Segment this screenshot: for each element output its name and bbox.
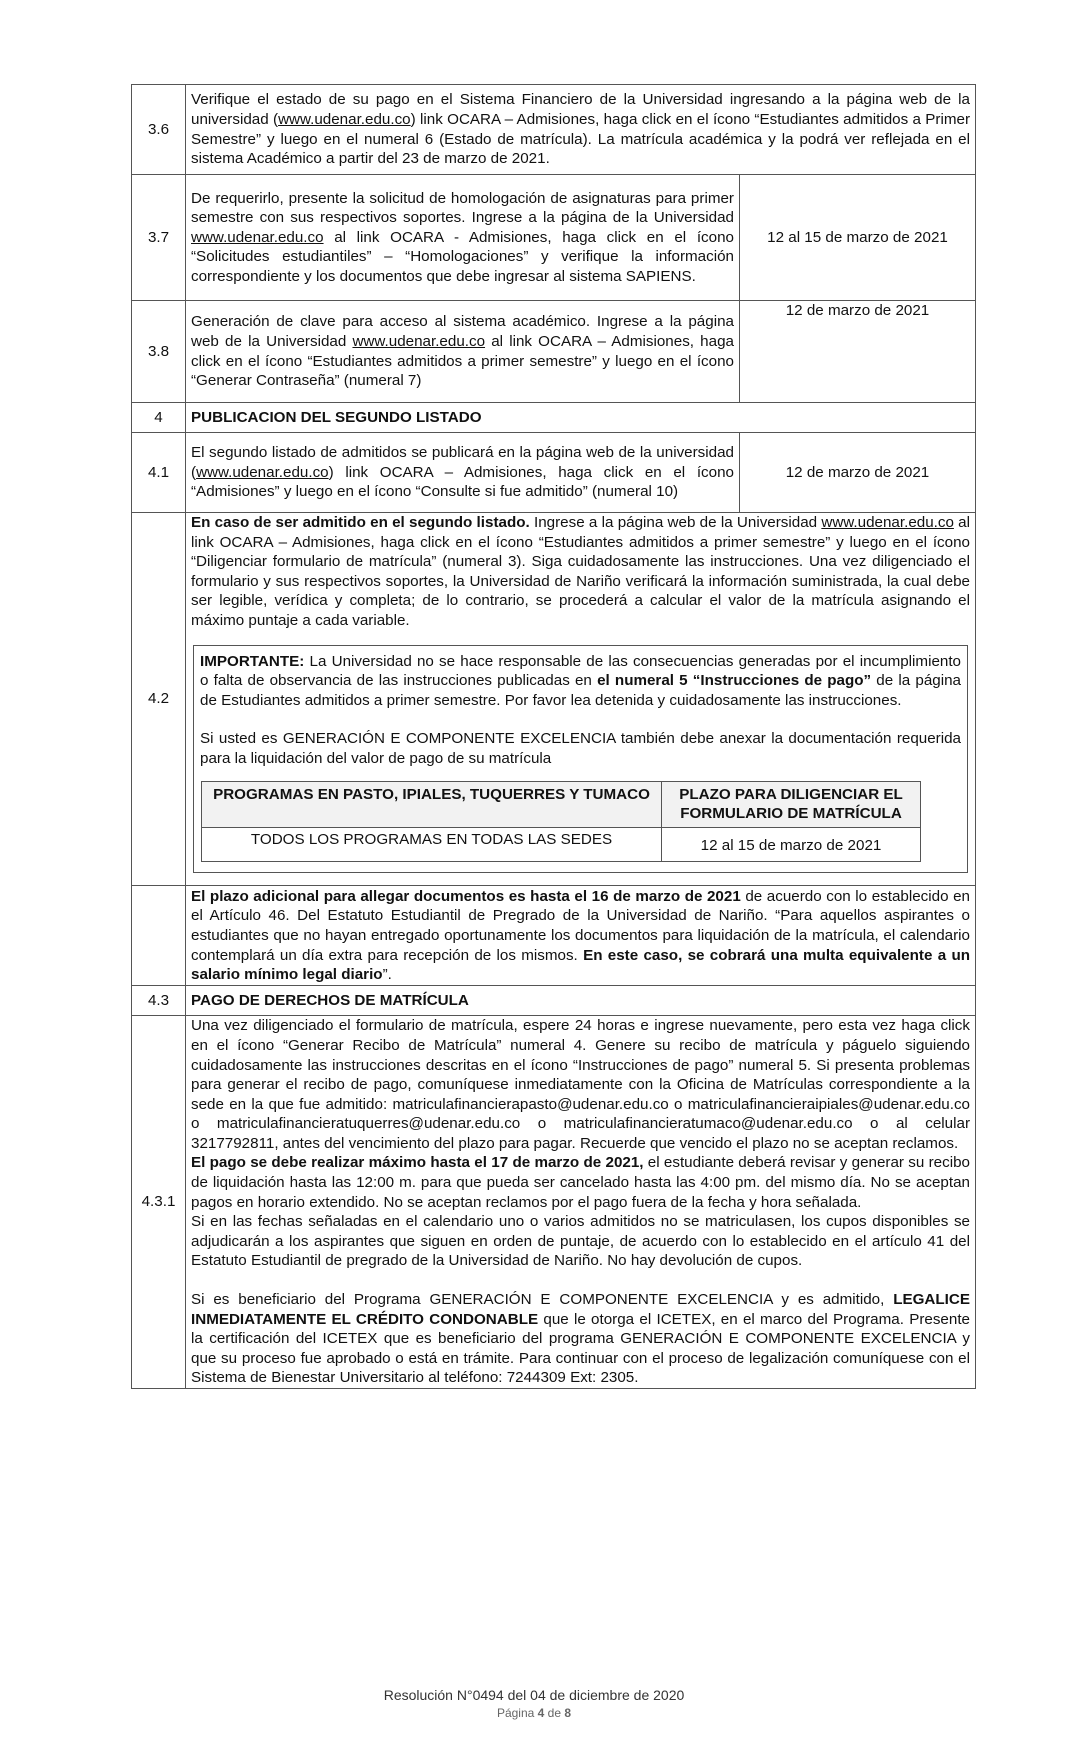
table-cell: 12 al 15 de marzo de 2021: [662, 827, 921, 862]
row-description: Verifique el estado de su pago en el Sistema Financiero de la Universidad ingresando a la página web de la universidad (www.udenar.edu.co) link OCARA – Admisiones, haga click en el ícono “Estudiantes admitidos a Primer Semestre” y luego en el numeral 6 (Estado de matrícula). La matrícula académica y la podrá ver reflejada en el sistema Académico a partir del 23 de marzo de 2021.: [186, 85, 976, 175]
row-description: [186, 513, 976, 886]
row-number: 4.3.1: [132, 1016, 186, 1389]
row-number: 4: [132, 403, 186, 433]
row-number: 3.6: [132, 85, 186, 175]
table-row: [132, 85, 976, 175]
table-row: [202, 827, 921, 862]
row-number: 3.7: [132, 175, 186, 301]
row-number: 4.3: [132, 986, 186, 1016]
row-description: El segundo listado de admitidos se publicará en la página web de la universidad (www.udenar.edu.co) link OCARA – Admisiones, haga click en el ícono “Admisiones” y luego en el ícono “Consulte si fue admitido” (numeral 10): [186, 433, 740, 513]
table-row: [132, 301, 976, 403]
table-row: [132, 1016, 976, 1389]
udenar-link[interactable]: www.udenar.edu.co: [196, 463, 329, 481]
row-description: [186, 1016, 976, 1389]
section-title: PAGO DE DERECHOS DE MATRÍCULA: [186, 986, 976, 1016]
table-row: [132, 886, 976, 986]
row-date: 12 de marzo de 2021: [739, 433, 975, 513]
table-cell: TODOS LOS PROGRAMAS EN TODAS LAS SEDES: [202, 827, 662, 862]
deadline-table: [201, 781, 921, 863]
important-box: [193, 645, 968, 874]
table-row: [132, 513, 976, 886]
udenar-link[interactable]: www.udenar.edu.co: [821, 514, 954, 531]
important-notice: IMPORTANTE: La Universidad no se hace responsable de las consecuencias generadas por el incumplimiento o falta de observancia de las instrucciones publicadas en el numeral 5 “Instrucciones de pago” de la página de Estudiantes admitidos a primer semestre. Por favor lea detenida y cuidadosamente las instrucciones.: [200, 652, 961, 709]
table-row: [132, 433, 976, 513]
row-number: 4.1: [132, 433, 186, 513]
udenar-link[interactable]: www.udenar.edu.co: [191, 228, 324, 246]
row-description: El plazo adicional para allegar documentos es hasta el 16 de marzo de 2021 de acuerdo con lo establecido en el Artículo 46. Del Estatuto Estudiantil de Pregrado de la Universidad de Nariño. “Para aquellos aspirantes o estudiantes que no hayan entregado oportunamente los documentos para liquidación de la matrícula, el calendario contemplará un día extra para recepción de los mismos. En este caso, se cobrará una multa equivalente a un salario mínimo legal diario”.: [186, 886, 976, 986]
table-row: [132, 986, 976, 1016]
generacion-notice: Si usted es GENERACIÓN E COMPONENTE EXCELENCIA también debe anexar la documentación requerida para la liquidación del valor de pago de su matrícula: [200, 730, 961, 767]
row-date: 12 de marzo de 2021: [739, 301, 975, 403]
row-description: De requerirlo, presente la solicitud de homologación de asignaturas para primer semestre con sus respectivos soportes. Ingrese a la página de la Universidad www.udenar.edu.co al link OCARA - Admisiones, haga click en el ícono “Solicitudes estudiantiles” – “Homologaciones” y verifique la información correspondiente y los documentos que debe ingresar al sistema SAPIENS.: [186, 175, 740, 301]
udenar-link[interactable]: www.udenar.edu.co: [352, 332, 486, 350]
row-paragraph: Si es beneficiario del Programa GENERACIÓN E COMPONENTE EXCELENCIA y es admitido, LEGALICE INMEDIATAMENTE EL CRÉDITO CONDONABLE que le otorga el ICETEX, en el marco del Programa. Presente la certificación del ICETEX que es beneficiario del programa GENERACIÓN E COMPONENTE EXCELENCIA y que su proceso fue aprobado o está en trámite. Para continuar con el proceso de legalización comuníquese con el Sistema de Bienestar Universitario al teléfono: 7244309 Ext: 2305.: [191, 1291, 970, 1387]
column-header: PLAZO PARA DILIGENCIAR EL FORMULARIO DE MATRÍCULA: [662, 781, 921, 827]
resolution-footer: Resolución N°0494 del 04 de diciembre de 2020: [383, 1687, 685, 1703]
page-number: Página 4 de 8: [496, 1706, 572, 1720]
row-number: 4.2: [132, 513, 186, 886]
section-title: PUBLICACION DEL SEGUNDO LISTADO: [186, 403, 976, 433]
table-header-row: [202, 781, 921, 827]
row-paragraph: Si en las fechas señaladas en el calendario uno o varios admitidos no se matriculasen, los cupos disponibles se adjudicarán a los aspirantes que siguen en orden de puntaje, de acuerdo con lo establecido en el artículo 41 del Estatuto Estudiantil de pregrado de la Universidad de Nariño. No hay devolución de cupos.: [191, 1213, 970, 1270]
udenar-link[interactable]: www.udenar.edu.co: [278, 110, 411, 128]
row-date: 12 al 15 de marzo de 2021: [739, 175, 975, 301]
column-header: PROGRAMAS EN PASTO, IPIALES, TUQUERRES Y TUMACO: [202, 781, 662, 827]
row-paragraph: El pago se debe realizar máximo hasta el 17 de marzo de 2021, el estudiante deberá revisar y generar su recibo de liquidación hasta las 12:00 m. para que pueda ser cancelado hasta las 4:00 pm. del mismo día. No se aceptan pagos en horario extendido. No se aceptan reclamos por el pago fuera de la fecha y hora señalada.: [191, 1154, 970, 1211]
row-paragraph: Una vez diligenciado el formulario de matrícula, espere 24 horas e ingrese nuevamente, pero esta vez haga click en el ícono “Generar Recibo de Matrícula” numeral 4. Genere su recibo de matrícula y páguelo siguiendo cuidadosamente las instrucciones descritas en el ícono “Instrucciones de pago” numeral 5. Si presenta problemas para generar el recibo de pago, comuníquese inmediatamente con la Oficina de Matrículas correspondiente a la sede en la que fue admitido: matriculafinancierapasto@udenar.edu.co o matriculafinancieraipiales@udenar.edu.co o matriculafinancieratuquerres@udenar.edu.co o matriculafinancieratumaco@udenar.edu.co o al celular 3217792811, antes del vencimiento del plazo para pagar. Recuerde que vencido el plazo no se aceptan reclamos.: [191, 1017, 970, 1152]
row-description: Generación de clave para acceso al sistema académico. Ingrese a la página web de la Universidad www.udenar.edu.co al link OCARA – Admisiones, haga click en el ícono “Estudiantes admitidos a primer semestre” y luego en el ícono “Generar Contraseña” (numeral 7): [186, 301, 740, 403]
table-row: [132, 175, 976, 301]
row-number: [132, 886, 186, 986]
calendar-table: [131, 84, 976, 1389]
row-paragraph: En caso de ser admitido en el segundo listado. Ingrese a la página web de la Universidad www.udenar.edu.co al link OCARA – Admisiones, haga click en el ícono “Estudiantes admitidos a primer semestre” y luego en el ícono “Diligenciar formulario de matrícula” (numeral 3). Siga cuidadosamente las instrucciones. Una vez diligenciado el formulario y sus respectivos soportes, la Universidad de Nariño verificará la información suministrada, la cual debe ser legible, verídica y completa; de lo contrario, se procederá a calcular el valor de la matrícula asignando el máximo puntaje a cada variable.: [191, 514, 971, 629]
row-number: 3.8: [132, 301, 186, 403]
table-row: [132, 403, 976, 433]
